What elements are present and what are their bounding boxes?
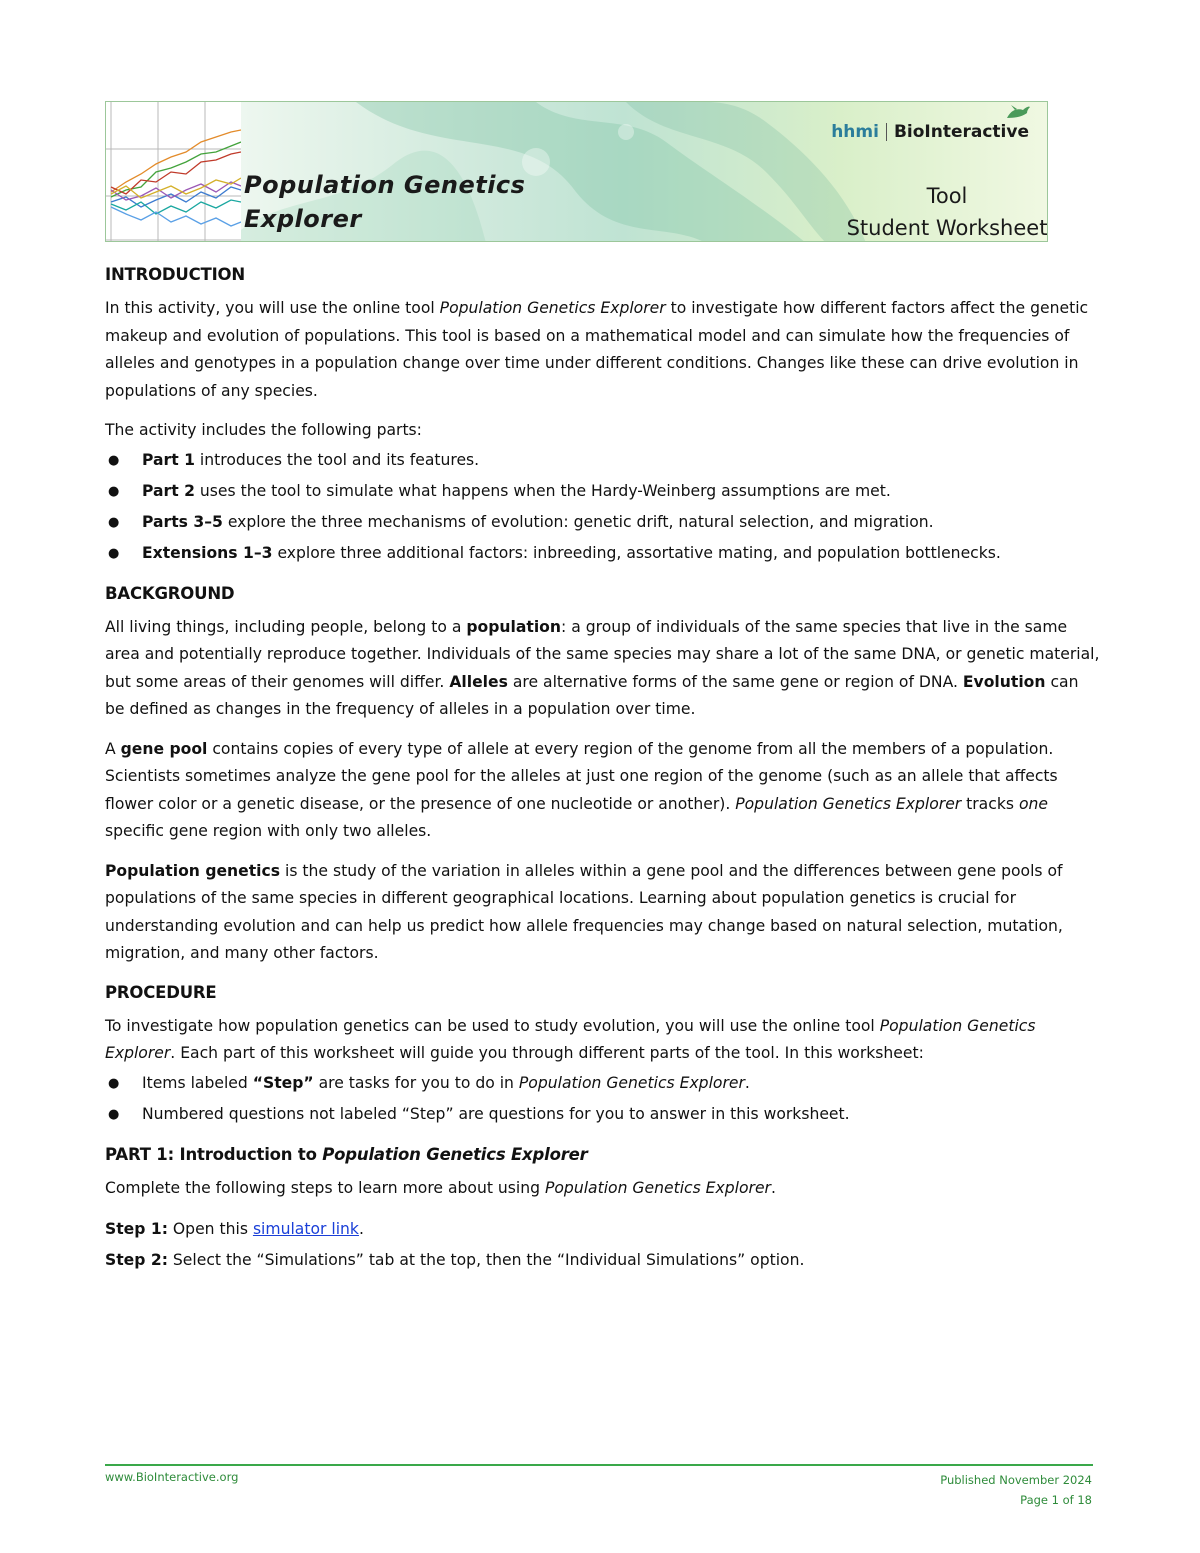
- logo-separator: [886, 123, 887, 141]
- document-type: [817, 180, 1048, 242]
- part1-intro: Complete the following steps to learn more about using Population Genetics Explorer.: [105, 1178, 776, 1197]
- background-paragraph-1: All living things, including people, belong to a population: a group of individuals of the same species that live in the same area and potentially reproduce together. Individuals of the same species may share a lot of the same DNA, or genetic material, but some areas of their genomes will differ. Alleles are alternative forms of the same gene or region of DNA. Evolution can be defined as changes in the frequency of alleles in a population over time.: [105, 617, 1100, 718]
- logo-hhmi: hhmi: [831, 122, 879, 142]
- footer-page-number: Page 1 of 18: [1020, 1493, 1092, 1507]
- list-item: ● Items labeled “Step” are tasks for you to do in Population Genetics Explorer.: [105, 1068, 1100, 1099]
- header-banner: [105, 101, 1048, 242]
- list-item: ● Part 1 introduces the tool and its features.: [105, 445, 1100, 476]
- list-item: ● Extensions 1–3 explore three additional factors: inbreeding, assortative mating, and population bottlenecks.: [105, 538, 1100, 569]
- hhmi-biointeractive-logo: [831, 122, 1029, 142]
- logo-biointeractive: BioInteractive: [893, 122, 1029, 142]
- background-heading: BACKGROUND: [105, 583, 235, 603]
- introduction-heading: INTRODUCTION: [105, 265, 245, 284]
- background-paragraph-3: Population genetics is the study of the variation in alleles within a gene pool and the differences between gene pools of populations of the same species in different geographical locations. Learning about population genetics is crucial for understanding evolution and can help us predict how allele frequencies may change based on natural selection, mutation, migration, and many other factors.: [105, 861, 1063, 962]
- footer-website: www.BioInteractive.org: [105, 1470, 239, 1484]
- background-paragraph-2: A gene pool contains copies of every type of allele at every region of the genome from all the members of a population. Scientists sometimes analyze the gene pool for the alleles at just one region of the genome (such as an allele that affects flower color or a genetic disease, or the presence of one nucleotide or another). Population Genetics Explorer tracks one specific gene region with only two alleles.: [105, 739, 1058, 840]
- procedure-heading: PROCEDURE: [105, 982, 217, 1002]
- procedure-paragraph: To investigate how population genetics can be used to study evolution, you will use the online tool Population Genetics Explorer. Each part of this worksheet will guide you through different parts of the tool. In this worksheet:: [105, 1016, 1036, 1062]
- footer-divider: [105, 1464, 1093, 1466]
- document-type-line2: Student Worksheet: [846, 216, 1048, 240]
- banner-title: [244, 168, 525, 236]
- bird-logo-icon: [1005, 104, 1031, 124]
- document-type-line1: Tool: [926, 184, 968, 208]
- footer-published: Published November 2024: [940, 1473, 1092, 1487]
- list-item: ● Part 2 uses the tool to simulate what happens when the Hardy-Weinberg assumptions are met.: [105, 476, 1100, 507]
- introduction-paragraph: In this activity, you will use the online tool Population Genetics Explorer to investigate how different factors affect the genetic makeup and evolution of populations. This tool is based on a mathematical model and can simulate how the frequencies of alleles and genotypes in a population change over time under different conditions. Changes like these can drive evolution in populations of any species.: [105, 299, 1089, 400]
- parts-intro: The activity includes the following parts:: [105, 421, 422, 439]
- banner-title-line2: Explorer: [244, 205, 362, 233]
- banner-title-line1: Population Genetics: [244, 171, 526, 199]
- banner-chart-graphic: [106, 102, 241, 242]
- list-item: ● Parts 3–5 explore the three mechanisms of evolution: genetic drift, natural selection, and migration.: [105, 507, 1100, 538]
- parts-list: [105, 445, 1100, 569]
- simulator-link[interactable]: simulator link: [252, 1220, 359, 1238]
- procedure-list: [105, 1068, 1100, 1130]
- step-2: Step 2: Select the “Simulations” tab at the top, then the “Individual Simulations” option.: [105, 1251, 805, 1269]
- worksheet-content: [105, 262, 1100, 1276]
- list-item: ● Numbered questions not labeled “Step” are questions for you to answer in this worksheet.: [105, 1099, 1100, 1130]
- part1-heading: PART 1: Introduction to Population Genetics Explorer: [105, 1144, 588, 1164]
- footer-meta: [940, 1470, 1092, 1510]
- step-1: Step 1: Open this simulator link.: [105, 1220, 364, 1238]
